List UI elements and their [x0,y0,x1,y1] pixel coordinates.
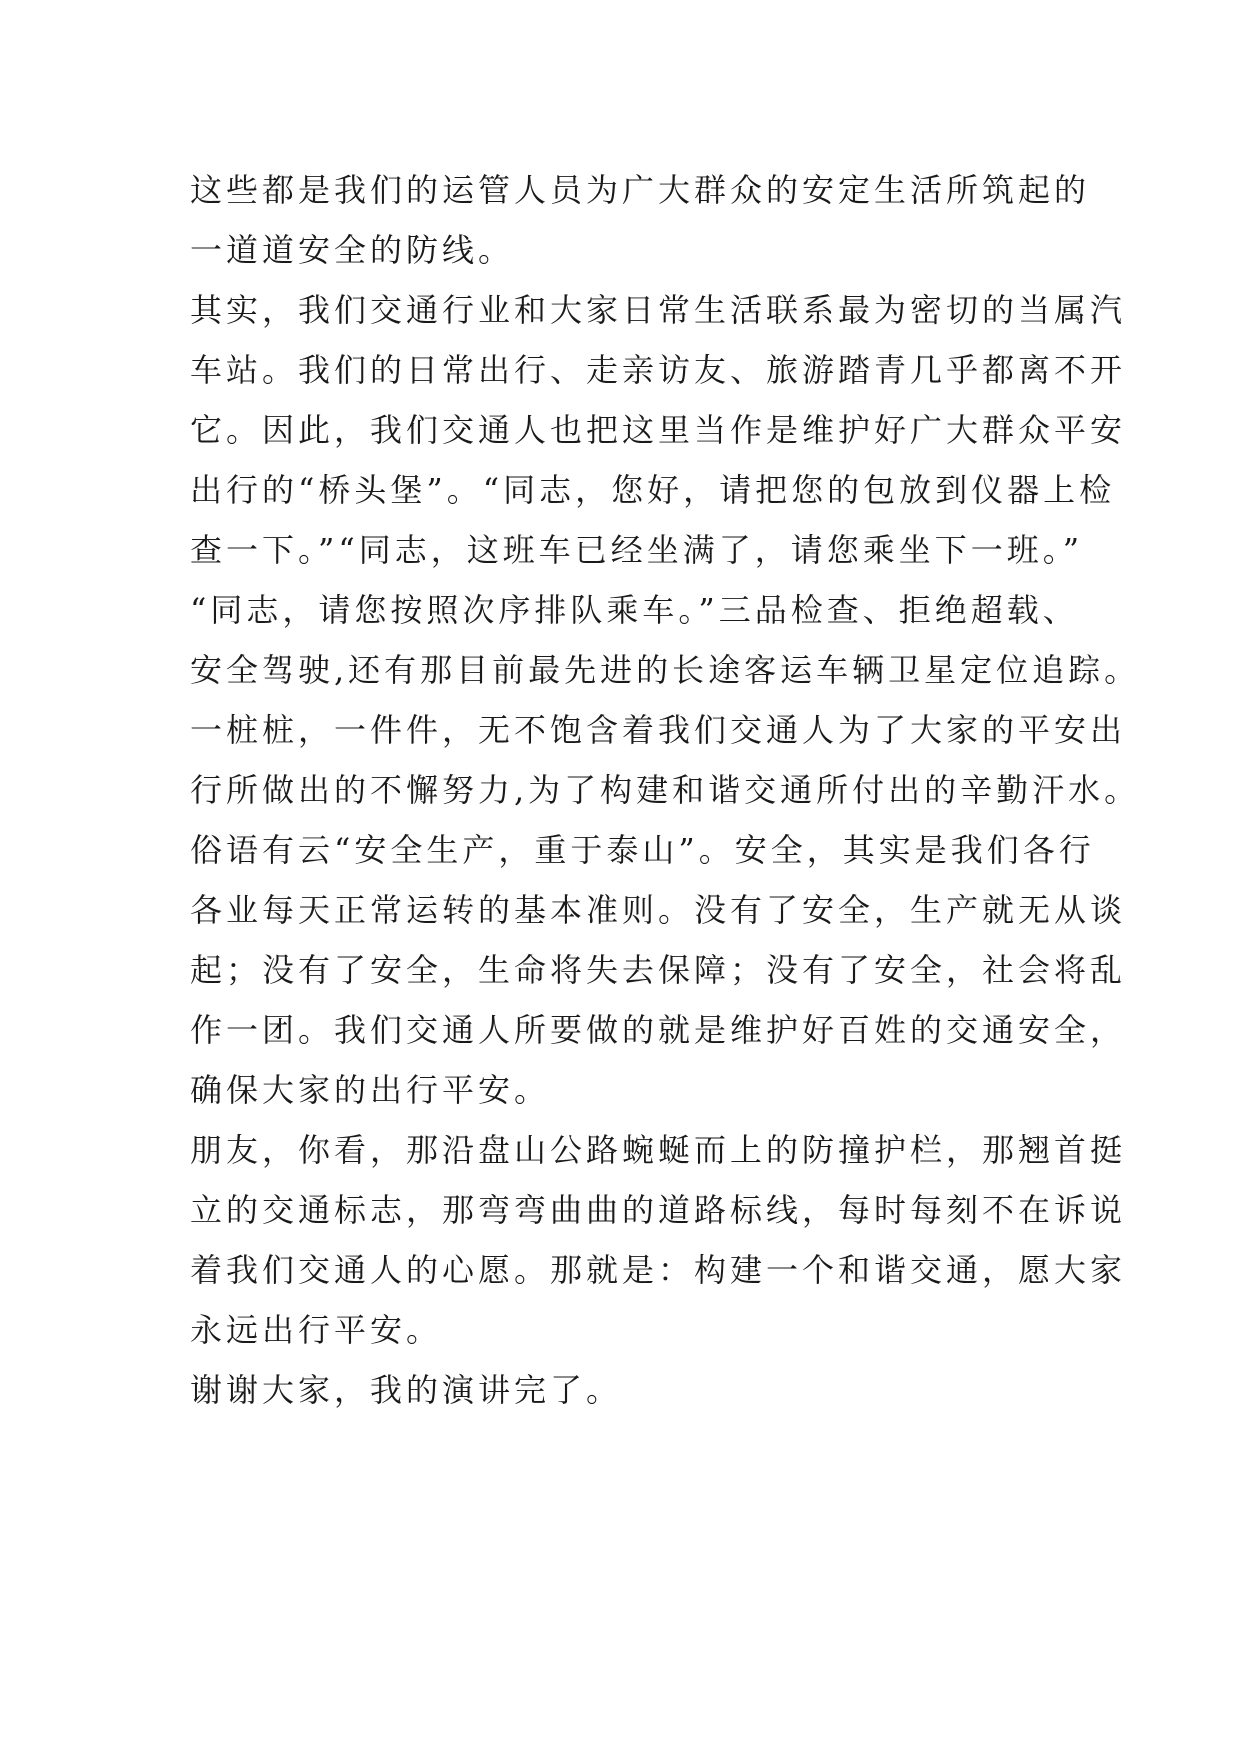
text-line: 其实，我们交通行业和大家日常生活联系最为密切的当属汽 [190,291,1127,329]
text-line: 作一团。我们交通人所要做的就是维护好百姓的交通安全， [190,1011,1127,1049]
text-line: 确保大家的出行平安。 [190,1071,551,1109]
text-line: 车站。我们的日常出行、走亲访友、旅游踏青几乎都离不开 [190,351,1127,389]
text-line: 出行的“桥头堡”。“同志，您好，请把您的包放到仪器上检 [190,471,1116,509]
text-line: 它。因此，我们交通人也把这里当作是维护好广大群众平安 [190,411,1127,449]
text-line: 这些都是我们的运管人员为广大群众的安定生活所筑起的 [190,171,1091,209]
speech-text-body [190,160,1141,1420]
text-line: 一道道安全的防线。 [190,231,515,269]
text-line: 谢谢大家，我的演讲完了。 [190,1371,623,1409]
text-line: 起；没有了安全，生命将失去保障；没有了安全，社会将乱 [190,951,1127,989]
text-line: 行所做出的不懈努力,为了构建和谐交通所付出的辛勤汗水。 [190,771,1141,809]
text-line: 永远出行平安。 [190,1311,443,1349]
text-line: 立的交通标志，那弯弯曲曲的道路标线，每时每刻不在诉说 [190,1191,1127,1229]
text-line: 俗语有云“安全生产，重于泰山”。安全，其实是我们各行 [190,831,1095,869]
text-line: 安全驾驶,还有那目前最先进的长途客运车辆卫星定位追踪。 [190,651,1141,689]
text-line: “同志，请您按照次序排队乘车。”三品检查、拒绝超载、 [190,591,1079,629]
text-line: 朋友，你看，那沿盘山公路蜿蜒而上的防撞护栏，那翘首挺 [190,1131,1127,1169]
text-line: 各业每天正常运转的基本准则。没有了安全，生产就无从谈 [190,891,1127,929]
text-line: 一桩桩，一件件，无不饱含着我们交通人为了大家的平安出 [190,711,1127,749]
text-line: 查一下。”“同志，这班车已经坐满了，请您乘坐下一班。” [190,531,1084,569]
text-line: 着我们交通人的心愿。那就是：构建一个和谐交通，愿大家 [190,1251,1127,1289]
